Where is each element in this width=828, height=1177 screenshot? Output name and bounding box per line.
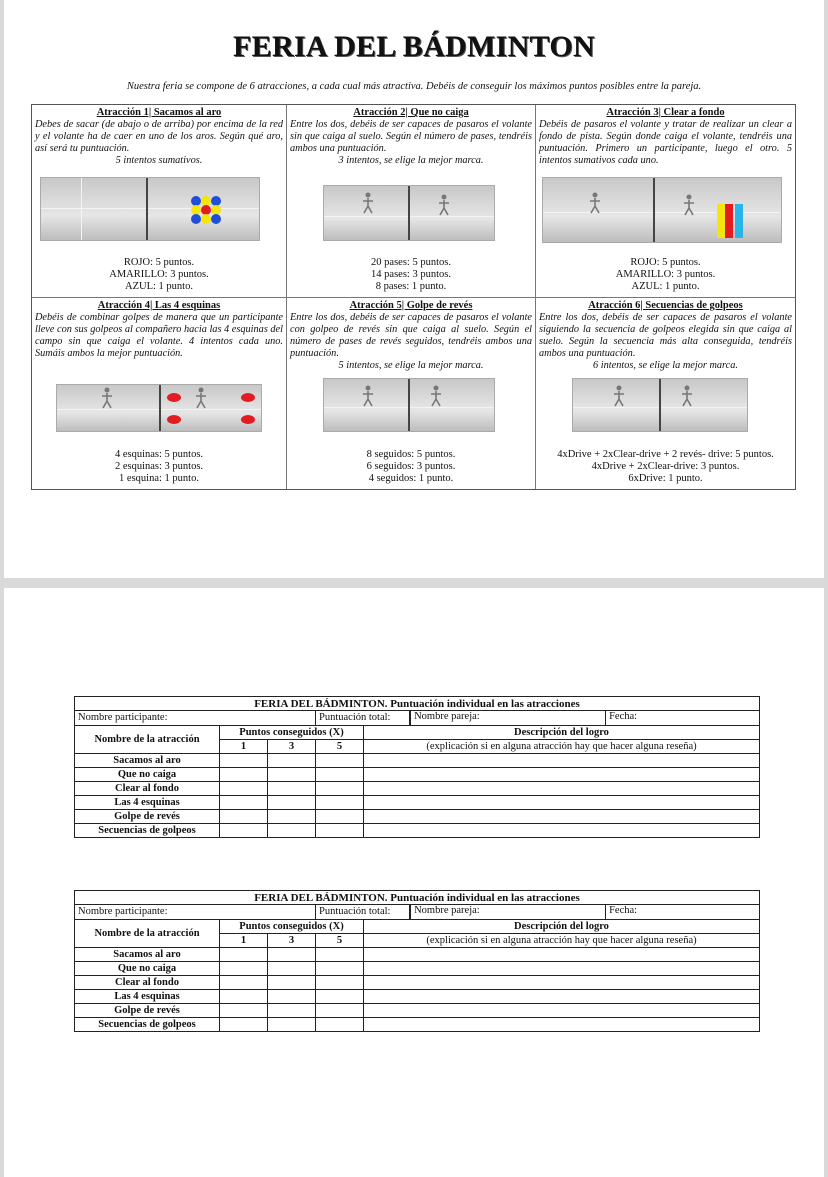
blue-zone <box>735 204 743 238</box>
attraction-4-cell <box>32 298 287 489</box>
description-text: Entre los dos, debéis de ser capaces de pasaros el volante con golpeo de revés sin que caiga al suelo. Según el número de pases de revés seguidos, tendréis ambos una puntuación. <box>290 312 532 359</box>
player-icon <box>611 385 627 407</box>
attraction-description <box>290 312 532 372</box>
points-3-cell[interactable] <box>268 1004 316 1018</box>
points-5-cell[interactable] <box>316 754 364 768</box>
court-image-sequence <box>572 378 748 432</box>
score-table-2 <box>74 890 760 1032</box>
score-line: 20 pases: 5 puntos. <box>371 257 451 268</box>
description-column-header: Descripción del logro <box>364 726 760 740</box>
description-note: (explicación si en alguna atracción hay que hacer alguna reseña) <box>364 740 760 754</box>
score-line: 4xDrive + 2xClear-drive: 3 puntos. <box>591 461 740 472</box>
score-line: ROJO: 5 puntos. <box>630 257 701 268</box>
score-line: 4 esquinas: 5 puntos. <box>114 449 204 460</box>
score-line: AZUL: 1 punto. <box>125 281 193 292</box>
table-row <box>75 796 760 810</box>
points-3-cell[interactable] <box>268 976 316 990</box>
description-text: Debéis de pasaros el volante y tratar de realizar un clear a fondo de pista. Según donde caiga el volante, tendréis una puntuación. Primero un participante, luego el otro. 5 intentos sumativos cada uno. <box>539 119 792 166</box>
achievement-description-cell[interactable] <box>364 962 760 976</box>
yellow-zone <box>717 204 725 238</box>
partner-date-field[interactable] <box>410 905 760 920</box>
attraction-title: Atracción 3| Clear a fondo <box>606 107 725 118</box>
points-1-cell[interactable] <box>220 948 268 962</box>
description-column-header: Descripción del logro <box>364 920 760 934</box>
points-1-cell[interactable] <box>220 754 268 768</box>
player-icon <box>681 194 697 216</box>
date-field[interactable]: Fecha: <box>609 711 638 722</box>
points-column-header: Puntos conseguidos (X) <box>220 920 364 934</box>
description-text: Debéis de combinar golpes de manera que un participante lleve con sus golpeos al compañero hacia las 4 esquinas del campo sin que caiga el volante. 4 intentos cada uno. Sumáis ambos la mejor puntuación. <box>35 312 283 359</box>
player-icon <box>360 192 376 214</box>
court-image-rally <box>323 185 495 241</box>
court-image-backhand <box>323 378 495 432</box>
attraction-3-cell <box>536 105 795 298</box>
player-icon <box>360 385 376 407</box>
points-1-header: 1 <box>220 934 268 948</box>
total-score-field[interactable]: Puntuación total: <box>316 905 410 920</box>
points-5-cell[interactable] <box>316 782 364 796</box>
attraction-6-cell <box>536 298 795 489</box>
points-3-cell[interactable] <box>268 754 316 768</box>
points-1-cell[interactable] <box>220 824 268 838</box>
achievement-description-cell[interactable] <box>364 782 760 796</box>
score-table-header: FERIA DEL BÁDMINTON. Puntuación individual en las atracciones <box>75 891 760 905</box>
points-1-cell[interactable] <box>220 796 268 810</box>
table-row <box>75 810 760 824</box>
player-icon <box>436 194 452 216</box>
attraction-scoring <box>287 257 535 293</box>
points-3-cell[interactable] <box>268 990 316 1004</box>
attraction-name: Clear al fondo <box>75 976 220 990</box>
achievement-description-cell[interactable] <box>364 1004 760 1018</box>
score-line: 14 pases: 3 puntos. <box>371 269 451 280</box>
description-text: Entre los dos, debéis de ser capaces de pasaros el volante sin que caiga al suelo. Según el número de pases, tendréis ambos una puntuación. <box>290 119 532 154</box>
partner-name-field[interactable]: Nombre pareja: <box>410 711 606 725</box>
scoresheet-page <box>4 588 824 1177</box>
attraction-column-header: Nombre de la atracción <box>75 726 220 754</box>
partner-date-field[interactable] <box>410 711 760 726</box>
participant-name-field[interactable]: Nombre participante: <box>75 905 316 920</box>
attraction-title: Atracción 2| Que no caiga <box>353 107 469 118</box>
attraction-description <box>539 312 792 372</box>
score-line: 4xDrive + 2xClear-drive + 2 revés- drive: 5 puntos. <box>557 449 774 460</box>
score-line: 8 pases: 1 punto. <box>375 281 447 292</box>
court-image-clear <box>542 177 782 243</box>
score-line: 6xDrive: 1 punto. <box>628 473 703 484</box>
points-5-cell[interactable] <box>316 1018 364 1032</box>
red-zone <box>725 204 733 238</box>
attraction-name: Sacamos al aro <box>75 754 220 768</box>
court-image-hoops <box>40 177 260 241</box>
description-attempts: 5 intentos sumativos. <box>115 155 203 166</box>
attraction-title: Atracción 5| Golpe de revés <box>349 300 473 311</box>
intro-text: Nuestra feria se compone de 6 atracciones, a cada cual más atractiva. Debéis de conseguir los máximos puntos posibles entre la pareja. <box>126 81 702 92</box>
table-row <box>75 824 760 838</box>
table-row <box>75 1018 760 1032</box>
attraction-scoring <box>536 257 795 293</box>
points-1-cell[interactable] <box>220 768 268 782</box>
attraction-scoring <box>287 449 535 485</box>
description-text: Debes de sacar (de abajo o de arriba) por encima de la red y el volante ha de caer en uno de los aros. Según qué aro, así será tu puntuación. <box>35 119 283 154</box>
points-1-cell[interactable] <box>220 782 268 796</box>
attraction-2-cell <box>287 105 536 298</box>
points-5-cell[interactable] <box>316 976 364 990</box>
total-score-field[interactable]: Puntuación total: <box>316 711 410 726</box>
attraction-scoring <box>32 449 286 485</box>
achievement-description-cell[interactable] <box>364 1018 760 1032</box>
points-3-cell[interactable] <box>268 796 316 810</box>
attraction-name: Sacamos al aro <box>75 948 220 962</box>
score-line: AZUL: 1 punto. <box>631 281 700 292</box>
score-line: AMARILLO: 3 puntos. <box>615 269 716 280</box>
description-attempts: 5 intentos, se elige la mejor marca. <box>338 360 484 371</box>
points-5-header: 5 <box>316 740 364 754</box>
score-line: 1 esquina: 1 punto. <box>119 473 199 484</box>
achievement-description-cell[interactable] <box>364 976 760 990</box>
achievement-description-cell[interactable] <box>364 810 760 824</box>
attraction-name: Que no caiga <box>75 962 220 976</box>
rules-page <box>4 0 824 578</box>
points-3-cell[interactable] <box>268 962 316 976</box>
points-5-cell[interactable] <box>316 1004 364 1018</box>
table-row <box>75 754 760 768</box>
achievement-description-cell[interactable] <box>364 824 760 838</box>
player-icon <box>99 387 115 409</box>
achievement-description-cell[interactable] <box>364 990 760 1004</box>
table-row <box>75 1004 760 1018</box>
points-5-cell[interactable] <box>316 990 364 1004</box>
attraction-description <box>290 119 532 167</box>
table-row <box>75 782 760 796</box>
points-5-cell[interactable] <box>316 810 364 824</box>
points-1-header: 1 <box>220 740 268 754</box>
description-attempts: 3 intentos, se elige la mejor marca. <box>338 155 484 166</box>
attraction-name: Clear al fondo <box>75 782 220 796</box>
description-note: (explicación si en alguna atracción hay que hacer alguna reseña) <box>364 934 760 948</box>
description-attempts: 6 intentos, se elige la mejor marca. <box>593 360 738 371</box>
points-3-cell[interactable] <box>268 810 316 824</box>
table-row <box>75 962 760 976</box>
points-3-header: 3 <box>268 934 316 948</box>
score-line: AMARILLO: 3 puntos. <box>109 269 209 280</box>
points-3-header: 3 <box>268 740 316 754</box>
partner-name-field[interactable]: Nombre pareja: <box>410 905 606 919</box>
score-line: 2 esquinas: 3 puntos. <box>114 461 204 472</box>
score-table-header: FERIA DEL BÁDMINTON. Puntuación individual en las atracciones <box>75 697 760 711</box>
points-3-cell[interactable] <box>268 782 316 796</box>
page-title: FERIA DEL BÁDMINTON <box>233 30 595 63</box>
points-1-cell[interactable] <box>220 990 268 1004</box>
attraction-name: Las 4 esquinas <box>75 990 220 1004</box>
achievement-description-cell[interactable] <box>364 948 760 962</box>
points-column-header: Puntos conseguidos (X) <box>220 726 364 740</box>
points-1-cell[interactable] <box>220 1018 268 1032</box>
attraction-scoring <box>536 449 795 485</box>
table-row <box>75 768 760 782</box>
attraction-title: Atracción 6| Secuencias de golpeos <box>588 300 743 311</box>
table-row <box>75 948 760 962</box>
attraction-title: Atracción 4| Las 4 esquinas <box>97 300 221 311</box>
table-row <box>75 990 760 1004</box>
attraction-1-cell <box>32 105 287 298</box>
attraction-description <box>539 119 792 167</box>
points-5-header: 5 <box>316 934 364 948</box>
achievement-description-cell[interactable] <box>364 768 760 782</box>
points-1-cell[interactable] <box>220 962 268 976</box>
points-5-cell[interactable] <box>316 962 364 976</box>
points-5-cell[interactable] <box>316 948 364 962</box>
attraction-name: Golpe de revés <box>75 810 220 824</box>
attraction-column-header: Nombre de la atracción <box>75 920 220 948</box>
participant-name-field[interactable]: Nombre participante: <box>75 711 316 726</box>
description-text: Entre los dos, debéis de ser capaces de pasaros el volante siguiendo la secuencia de golpeos elegida sin que caiga al suelo. Según la secuencia más alta conseguida, tendréis ambos una puntuación. <box>539 312 792 359</box>
attraction-name: Las 4 esquinas <box>75 796 220 810</box>
points-5-cell[interactable] <box>316 768 364 782</box>
points-5-cell[interactable] <box>316 796 364 810</box>
score-line: 8 seguidos: 5 puntos. <box>366 449 456 460</box>
points-1-cell[interactable] <box>220 1004 268 1018</box>
attractions-grid <box>31 104 796 490</box>
points-1-cell[interactable] <box>220 810 268 824</box>
court-image-corners <box>56 384 262 432</box>
player-icon <box>428 385 444 407</box>
player-icon <box>193 387 209 409</box>
attraction-scoring <box>32 257 286 293</box>
player-icon <box>587 192 603 214</box>
points-3-cell[interactable] <box>268 824 316 838</box>
attraction-description <box>35 119 283 167</box>
attraction-title: Atracción 1| Sacamos al aro <box>96 107 222 118</box>
score-line: ROJO: 5 puntos. <box>123 257 195 268</box>
attraction-5-cell <box>287 298 536 489</box>
score-line: 4 seguidos: 1 punto. <box>368 473 454 484</box>
player-icon <box>679 385 695 407</box>
score-table-1 <box>74 696 760 838</box>
achievement-description-cell[interactable] <box>364 754 760 768</box>
attraction-description <box>35 312 283 360</box>
points-3-cell[interactable] <box>268 1018 316 1032</box>
points-3-cell[interactable] <box>268 768 316 782</box>
attraction-name: Secuencias de golpeos <box>75 1018 220 1032</box>
attraction-name: Golpe de revés <box>75 1004 220 1018</box>
attraction-name: Que no caiga <box>75 768 220 782</box>
points-1-cell[interactable] <box>220 976 268 990</box>
points-3-cell[interactable] <box>268 948 316 962</box>
table-row <box>75 976 760 990</box>
date-field[interactable]: Fecha: <box>609 905 638 916</box>
score-line: 6 seguidos: 3 puntos. <box>366 461 456 472</box>
attraction-name: Secuencias de golpeos <box>75 824 220 838</box>
points-5-cell[interactable] <box>316 824 364 838</box>
achievement-description-cell[interactable] <box>364 796 760 810</box>
